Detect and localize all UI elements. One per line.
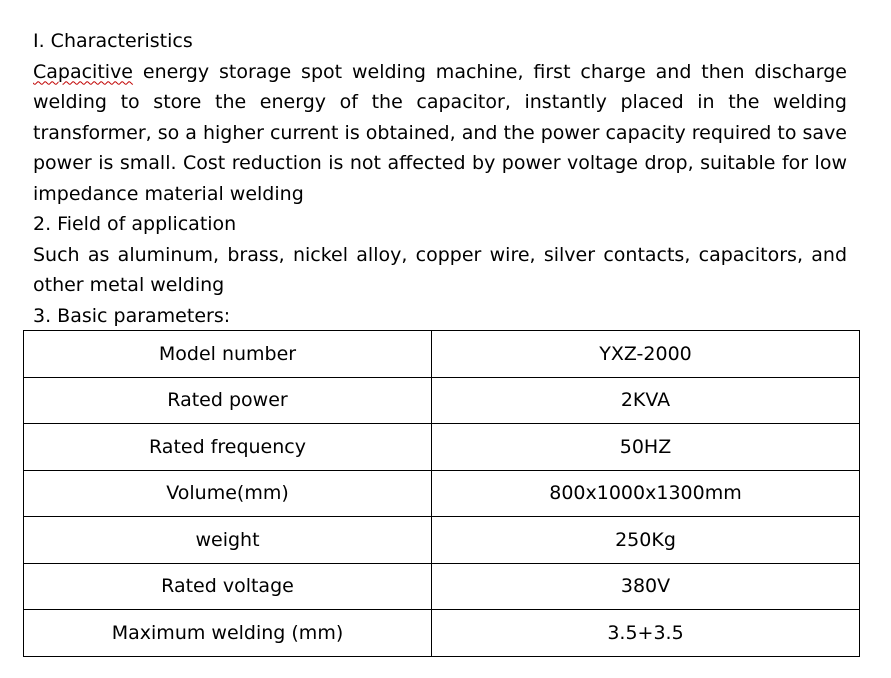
param-label-cell: Rated power [24,377,432,424]
param-label-cell: Volume(mm) [24,470,432,517]
section-application-text: Such as aluminum, brass, nickel alloy, copper wire, silver contacts, capacitors, and other metal welding [33,243,847,296]
param-value-cell: 800x1000x1300mm [432,470,860,517]
param-label-cell: Rated voltage [24,563,432,610]
parameters-table [23,330,860,657]
param-value-cell: 380V [432,563,860,610]
param-value-cell: 50HZ [432,424,860,471]
section-application-heading: 2. Field of application [33,213,237,235]
param-value-cell: 2KVA [432,377,860,424]
param-value-cell: YXZ-2000 [432,331,860,378]
table-row [24,563,860,610]
characteristics-text-rest: energy storage spot welding machine, first charge and then discharge welding to store the energy of the capacitor, instantly placed in the welding transformer, so a higher current is obtained, and the power capacity required to save power is small. Cost reduction is not affected by power voltage drop, suitable for low impedance material welding [33,60,847,205]
param-label-cell: Model number [24,331,432,378]
param-value-cell: 250Kg [432,517,860,564]
table-row [24,517,860,564]
param-value-cell: 3.5+3.5 [432,610,860,657]
param-label-cell: weight [24,517,432,564]
table-row [24,470,860,517]
section-characteristics-heading: I. Characteristics [33,30,193,52]
section-parameters-heading: 3. Basic parameters: [33,304,231,327]
table-row [24,377,860,424]
table-row [24,331,860,378]
param-label-cell: Maximum welding (mm) [24,610,432,657]
param-label-cell: Rated frequency [24,424,432,471]
table-row [24,424,860,471]
section-characteristics-text [33,57,847,210]
table-row [24,610,860,657]
document-body [33,26,847,331]
spellcheck-flagged-word: Capacitive [33,60,134,83]
